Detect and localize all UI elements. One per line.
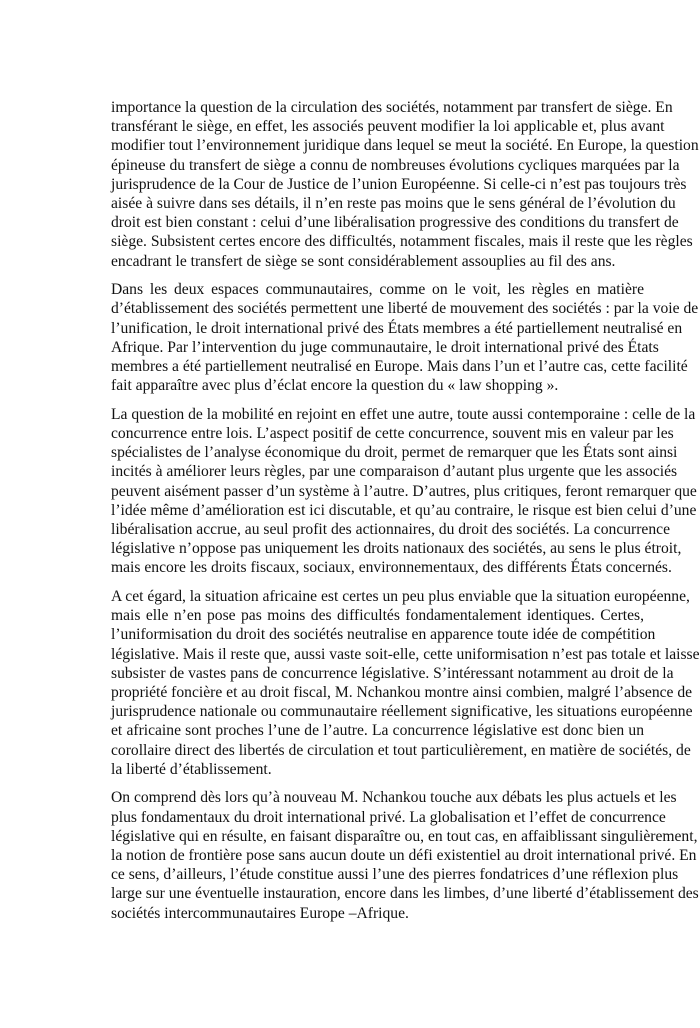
text-line: incités à améliorer leurs règles, par une comparaison d’autant plus urgente que les associés xyxy=(111,463,678,481)
text-line: siège. Subsistent certes encore des difficultés, notamment fiscales, mais il reste que les règles xyxy=(111,233,693,251)
text-line: l’uniformisation du droit des sociétés neutralise en apparence toute idée de compétition xyxy=(111,626,656,644)
text-line: libéralisation accrue, au seul profit des actionnaires, du droit des sociétés. La concurrence xyxy=(111,520,670,538)
text-line: large sur une éventuelle instauration, encore dans les limbes, d’une liberté d’établissement des xyxy=(111,885,699,903)
text-line: transférant le siège, en effet, les associés peuvent modifier la loi applicable et, plus avant xyxy=(111,118,665,136)
text-line: modifier tout l’environnement juridique dans lequel se meut la société. En Europe, la question xyxy=(111,137,699,155)
text-line: l’unification, le droit international privé des États membres a été partiellement neutralisé en xyxy=(111,319,683,337)
text-line: Afrique. Par l’intervention du juge communautaire, le droit international privé des États xyxy=(111,338,659,356)
text-line: aisée à suivre dans ses détails, il n’en reste pas moins que le sens général de l’évolution du xyxy=(111,194,676,212)
text-line: mais encore les droits fiscaux, sociaux, environnementaux, des différents États concernés. xyxy=(111,559,672,577)
paragraph-african-situation xyxy=(111,587,700,779)
text-line: A cet égard, la situation africaine est certes un peu plus enviable que la situation européenne, xyxy=(111,588,690,605)
text-line: législative qui en résulte, en faisant disparaître ou, en tout cas, en affaiblissant singulièrement, xyxy=(111,827,698,845)
text-line: d’établissement des sociétés permettent une liberté de mouvement des sociétés : par la voie de xyxy=(111,300,699,318)
text-line: La question de la mobilité en rejoint en effet une autre, toute aussi contemporaine : celle de la xyxy=(111,405,696,423)
text-line: encadrant le transfert de siège se sont considérablement assouplies au fil des ans. xyxy=(111,252,616,270)
text-line: la liberté d’établissement. xyxy=(111,760,272,778)
paragraph-siege-transfer xyxy=(111,98,699,271)
text-line: épineuse du transfert de siège a connu de nombreuses évolutions cycliques marquées par la xyxy=(111,156,680,174)
text-line: législative. Mais il reste que, aussi vaste soit-elle, cette uniformisation n’est pas totale et laisse xyxy=(111,645,700,663)
text-line: la notion de frontière pose sans aucun doute un défi existentiel au droit international privé. En xyxy=(111,846,697,864)
text-line: plus fondamentaux du droit international privé. La globalisation et l’effet de concurrence xyxy=(111,808,666,826)
text-line: peuvent aisément passer d’un système à l’autre. D’autres, plus critiques, feront remarquer que xyxy=(111,482,697,500)
text-line: jurisprudence nationale ou communautaire réellement significative, les situations européenne xyxy=(111,703,693,721)
text-line: Dans les deux espaces communautaires, comme on le voit, les règles en matière xyxy=(111,281,644,299)
paragraph-mobility-competition xyxy=(111,405,697,578)
text-line: ce sens, d’ailleurs, l’étude constitue aussi l’une des pierres fondatrices d’une réflexion plus xyxy=(111,866,679,884)
text-line: subsister de vastes pans de concurrence législative. S’intéressant notamment au droit de la xyxy=(111,664,674,682)
text-line: sociétés intercommunautaires Europe –Afrique. xyxy=(111,904,409,922)
text-line: droit est bien constant : celui d’une libéralisation progressive des conditions du transfert de xyxy=(111,214,679,232)
text-line: et africaine sont proches l’une de l’autre. La concurrence législative est donc bien un xyxy=(111,722,644,740)
text-line: On comprend dès lors qu’à nouveau M. Nchankou touche aux débats les plus actuels et les xyxy=(111,789,677,807)
paragraph-conclusion xyxy=(111,788,699,922)
text-line: corollaire direct des libertés de circulation et tout particulièrement, en matière de sociétés, de xyxy=(111,741,691,759)
document-page xyxy=(111,98,700,932)
text-line: concurrence entre lois. L’aspect positif de cette concurrence, souvent mis en valeur par les xyxy=(111,425,674,442)
text-line: législative n’oppose pas uniquement les droits nationaux des sociétés, au sens le plus étroit, xyxy=(111,540,682,558)
text-line: l’idée même d’amélioration est ici discutable, et qu’au contraire, le risque est bien celui d’une xyxy=(111,501,697,519)
paragraph-community-spaces xyxy=(111,280,699,395)
text-line: fait apparaître avec plus d’éclat encore la question du « law shopping ». xyxy=(111,377,559,395)
text-line: importance la question de la circulation des sociétés, notamment par transfert de siège. En xyxy=(111,99,673,116)
text-line: membres a été partiellement neutralisé en Europe. Mais dans l’un et l’autre cas, cette facilité xyxy=(111,357,688,375)
text-line: propriété foncière et au droit fiscal, M. Nchankou montre ainsi combien, malgré l’absence de xyxy=(111,683,693,701)
text-line: jurisprudence de la Cour de Justice de l’union Européenne. Si celle-ci n’est pas toujours très xyxy=(111,175,687,193)
text-line: spécialistes de l’analyse économique du droit, permet de remarquer que les États sont ainsi xyxy=(111,444,678,462)
text-line: mais elle n’en pose pas moins des difficultés fondamentalement identiques. Certes, xyxy=(111,607,644,625)
